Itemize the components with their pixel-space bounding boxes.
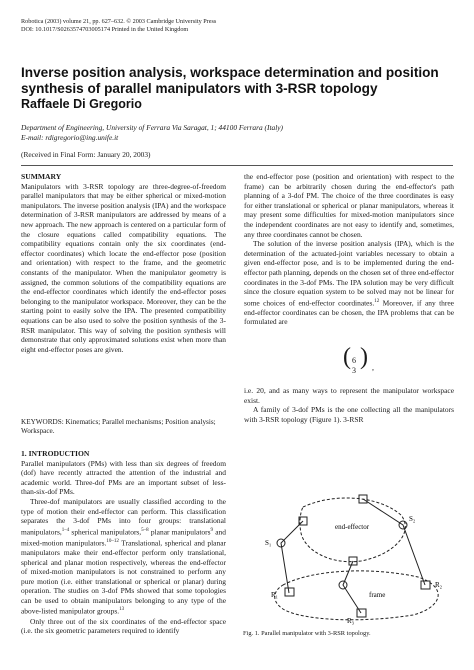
affiliation: Department of Engineering, University of Ferrara Via Saragat, 1; 44100 Ferrara (Italy) xyxy=(21,123,283,132)
ref-4: 10–12 xyxy=(106,538,119,544)
email: E-mail: rdigregorio@ing.unife.it xyxy=(21,132,119,142)
formula-comma: , xyxy=(372,363,374,372)
intro-text-d: and mixed-motion manipulators. xyxy=(21,527,226,548)
right-column-text-2 xyxy=(244,386,454,424)
figure-3rsr-manipulator xyxy=(243,485,456,625)
right-paren: ) xyxy=(360,344,368,370)
leg-2 xyxy=(363,499,425,585)
ref-1: 1–4 xyxy=(61,527,70,533)
binom-bottom: 3 xyxy=(352,366,356,375)
intro-paragraph-1: Parallel manipulators (PMs) with less than six degrees of freedom (dof) have recently attracted the attention of the industrial and academic world. Three-dof PMs are an important subset of less-than-six-dof PMs. xyxy=(21,458,226,497)
ref-3: 9 xyxy=(210,527,214,533)
ref-5: 13 xyxy=(119,607,125,613)
received-date: (Received in Final Form: January 20, 2003) xyxy=(21,150,151,159)
journal-header xyxy=(21,18,216,34)
binom-top: 6 xyxy=(352,356,356,365)
right-paragraph-1: the end-effector pose (position and orientation) with respect to the frame) can be arbitrarily chosen during the end-effector's path planning of a 3-dof PM. The choice of the three coordinates is easy for either translational or spherical or planar manipulators, whereas it may present some difficulties for mixed-motion manipulators since the independent coordinates are not easy to identify and, sometimes, any three coordinates cannot be chosen. xyxy=(244,172,454,239)
affiliation-block xyxy=(21,123,283,142)
label-s1: S₁ xyxy=(265,539,272,547)
binomial-formula xyxy=(343,344,374,376)
intro-text-a: Three-dof manipulators are usually classified according to the type of motion their end-effector can perform. This classification separates the 3-dof PMs into four groups: translational manipulators, xyxy=(21,496,226,537)
introduction-section xyxy=(21,449,226,636)
right-paragraph-3: i.e. 20, and as many ways to represent the manipulator workspace exist. xyxy=(244,386,454,405)
label-frame: frame xyxy=(369,591,386,599)
keywords: KEYWORDS: Kinematics; Parallel mechanisms; Position analysis; Workspace. xyxy=(21,418,216,436)
ref-2: 5–8 xyxy=(141,527,149,533)
joint-r2 xyxy=(421,581,430,589)
intro-text-c: planar manipulators xyxy=(148,527,211,537)
label-r1: R₁ xyxy=(271,591,279,599)
summary-heading: SUMMARY xyxy=(21,172,62,181)
label-s2: S₂ xyxy=(409,515,416,523)
left-paren: ( xyxy=(343,344,351,370)
right-paragraph-4: A family of 3-dof PMs is the one collecting all the manipulators with 3-RSR topology (Figure 1). 3-RSR xyxy=(244,405,454,424)
right-text-b: Moreover, if any three end-effector coordinates can be chosen, the IPA problems that can be formulated are xyxy=(244,298,454,327)
doi-line: DOI: 10.1017/S0263574703005174 Printed in the United Kingdom xyxy=(21,26,189,33)
top-divider xyxy=(21,165,453,166)
intro-paragraph-2 xyxy=(21,497,226,617)
right-paragraph-2 xyxy=(244,239,454,327)
label-end-effector: end-effector xyxy=(335,523,370,531)
label-r3: R₃ xyxy=(347,617,355,625)
introduction-heading: 1. INTRODUCTION xyxy=(21,449,90,458)
ref-6: 12 xyxy=(374,298,380,304)
leg-1 xyxy=(281,521,303,593)
intro-text-e: Translational, spherical and planar manipulators make their end-effector perform only translational, spherical and planar motion respectively, whereas the end-effector of mixed-motion manipulators is not constrained to perform any pure motion (i.e. either translational or spherical or planar) during operation. The studies on 3-dof PMs showed that some topologies can be used to obtain manipulators belonging to any type of the above-listed manipulator groups. xyxy=(21,538,226,616)
intro-text-b: spherical manipulators, xyxy=(69,527,142,537)
summary-section xyxy=(21,172,226,354)
right-column-text xyxy=(244,172,454,327)
right-text-a: The solution of the inverse position analysis (IPA), which is the determination of the actuated-joint variables necessary to obtain a given end-effector pose, and is to be implemented during the end-effector path planning, depends on the chosen set of three end-effector coordinates in the 3-dof PMs. The IPA solution may be very difficult since the closure equation system to be solved may not be linear for some choices of end-effector coordinates. xyxy=(244,239,454,308)
joint-r1 xyxy=(285,588,294,596)
paper-author: Raffaele Di Gregorio xyxy=(21,97,142,111)
label-r2: R₂ xyxy=(435,581,443,589)
frame-outline xyxy=(275,571,438,620)
figure-caption: Fig. 1. Parallel manipulator with 3-RSR topology. xyxy=(243,630,371,637)
summary-text: Manipulators with 3-RSR topology are three-degree-of-freedom parallel manipulators that may be either spherical or mixed-motion manipulators. The inverse position analysis (IPA) and the workspace determination of 3-RSR manipulators are addressed by means of a new approach. The new approach is centered on a particular form of the closure equations called compatibility equations. The compatibility equations contain only the six coordinates (end-effector coordinates) which locate the end-effector pose (position and orientation) with respect to the frame, and the geometric constants of the manipulator. When the manipulator geometry is assigned, the common solutions of the compatibility equations are the end-effector coordinates which identify the end-effector poses belonging to the manipulator workspace. Moreover, they can be the starting point to easily solve the IPA. The presented compatibility equations can be also used to solve the position synthesis of the 3-RSR manipulator. This way of solving the position synthesis will demonstrate that only approximated solutions exist when more than eight end-effector poses are given. xyxy=(21,181,226,354)
intro-paragraph-3: Only three out of the six coordinates of the end-effector space (i.e. the six geometric parameters required to identify xyxy=(21,616,226,636)
journal-line: Robotica (2003) volume 21, pp. 627–632. © 2003 Cambridge University Press xyxy=(21,18,217,25)
leg-3 xyxy=(343,561,361,613)
paper-title: Inverse position analysis, workspace determination and position synthesis of parallel manipulators with 3-RSR topology xyxy=(21,65,439,96)
joint-r3 xyxy=(357,609,366,617)
